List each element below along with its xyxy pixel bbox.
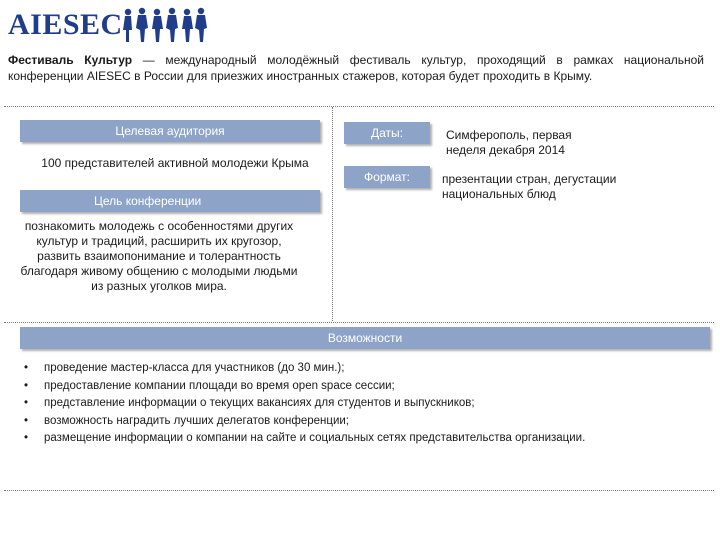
logo-text: AIESEC <box>8 8 123 41</box>
intro-paragraph <box>8 52 704 84</box>
opportunities-list <box>22 360 585 448</box>
middle-divider <box>4 322 714 323</box>
audience-header: Целевая аудитория <box>20 120 320 142</box>
goal-header: Цель конференции <box>20 190 320 212</box>
dates-label: Даты: <box>344 122 430 144</box>
intro-text: — международный молодёжный фестиваль культур, проходящий в рамках национальной конференции AIESEC в России для приезжих иностранных стажеров, которая будет проходить в Крыму. <box>8 53 705 83</box>
dates-value: Симферополь, первая неделя декабря 2014 <box>446 128 572 157</box>
intro-title: Фестиваль Культур <box>8 53 133 67</box>
list-item: • представление информации о текущих вакансиях для студентов и выпускников; <box>22 395 585 413</box>
bottom-divider <box>4 490 714 491</box>
list-item: • предоставление компании площади во время open space сессии; <box>22 378 585 396</box>
top-divider <box>4 106 714 107</box>
aiesec-logo <box>8 6 208 42</box>
list-item: • проведение мастер-класса для участников (до 30 мин.); <box>22 360 585 378</box>
list-item: • возможность наградить лучших делегатов конференции; <box>22 413 585 431</box>
format-label: Формат: <box>344 166 430 188</box>
opportunities-header: Возможности <box>20 327 710 349</box>
list-item: • размещение информации о компании на сайте и социальных сетях представительства организации. <box>22 430 585 448</box>
goal-text: познакомить молодежь с особенностями других культур и традиций, расширить их кругозор, развить взаимопонимание и толерантность благодаря живому общению с молодыми людьми из разных уголков мира. <box>20 219 298 293</box>
column-divider <box>332 107 333 321</box>
audience-text: 100 представителей активной молодежи Крыма <box>41 156 309 170</box>
logo-people-icon <box>120 6 210 46</box>
format-value: презентации стран, дегустации национальных блюд <box>442 172 617 201</box>
